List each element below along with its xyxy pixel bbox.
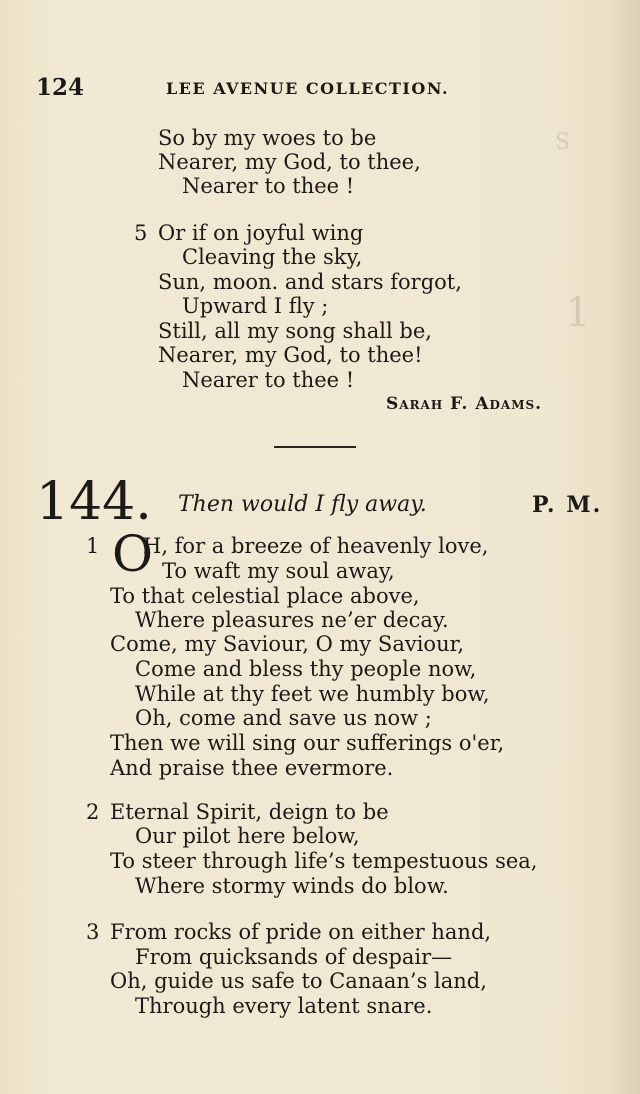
verse-line: Nearer to thee ! xyxy=(182,368,355,392)
page-edge-shadow xyxy=(610,0,640,1094)
verse-line: Upward I fly ; xyxy=(182,294,329,318)
hymn-meter: P. M. xyxy=(532,492,603,518)
book-title: LEE AVENUE COLLECTION. xyxy=(166,79,450,98)
verse-line: Then we will sing our sufferings o'er, xyxy=(110,731,505,755)
verse-line: From rocks of pride on either hand, xyxy=(110,920,492,944)
stanza-number: 2 xyxy=(86,800,100,824)
verse-line: To that celestial place above, xyxy=(110,584,420,608)
section-divider xyxy=(274,446,356,448)
verse-line: So by my woes to be xyxy=(158,126,377,150)
verse-line: Through every latent snare. xyxy=(135,994,433,1018)
verse-line: Still, all my song shall be, xyxy=(158,319,432,343)
hymn-number: 144. xyxy=(36,472,152,532)
verse-line: To waft my soul away, xyxy=(162,559,395,583)
verse-line: Or if on joyful wing xyxy=(158,221,364,245)
bleed-through-text: S xyxy=(555,130,571,155)
verse-line: While at thy feet we humbly bow, xyxy=(135,682,490,706)
stanza-number: 3 xyxy=(86,920,100,944)
verse-line: Where pleasures ne’er decay. xyxy=(135,608,449,632)
stanza-number: 1 xyxy=(86,534,100,558)
verse-line: Where stormy winds do blow. xyxy=(135,874,449,898)
verse-line: Come and bless thy people now, xyxy=(135,657,477,681)
verse-line: Nearer, my God, to thee! xyxy=(158,343,423,367)
verse-line: Cleaving the sky, xyxy=(182,245,363,269)
author-credit: Sarah F. Adams. xyxy=(386,394,543,414)
page-number: 124 xyxy=(36,74,85,101)
verse-line: H, for a breeze of heavenly love, xyxy=(143,534,489,558)
verse-line: Nearer, my God, to thee, xyxy=(158,150,421,174)
verse-line: Eternal Spirit, deign to be xyxy=(110,800,389,824)
verse-line: Sun, moon. and stars forgot, xyxy=(158,270,462,294)
verse-line: To steer through life’s tempestuous sea, xyxy=(110,849,538,873)
verse-line: Our pilot here below, xyxy=(135,824,360,848)
verse-line: From quicksands of despair— xyxy=(135,945,453,969)
drop-cap: O xyxy=(112,525,153,583)
verse-line: Nearer to thee ! xyxy=(182,174,355,198)
stanza-number: 5 xyxy=(134,221,148,245)
verse-line: Oh, guide us safe to Canaan’s land, xyxy=(110,969,487,993)
verse-line: And praise thee evermore. xyxy=(110,756,394,780)
hymn-title: Then would I fly away. xyxy=(178,492,427,517)
bleed-through-text: 1 xyxy=(565,290,591,336)
running-head xyxy=(36,74,596,104)
verse-line: Come, my Saviour, O my Saviour, xyxy=(110,632,464,656)
verse-line: Oh, come and save us now ; xyxy=(135,706,432,730)
